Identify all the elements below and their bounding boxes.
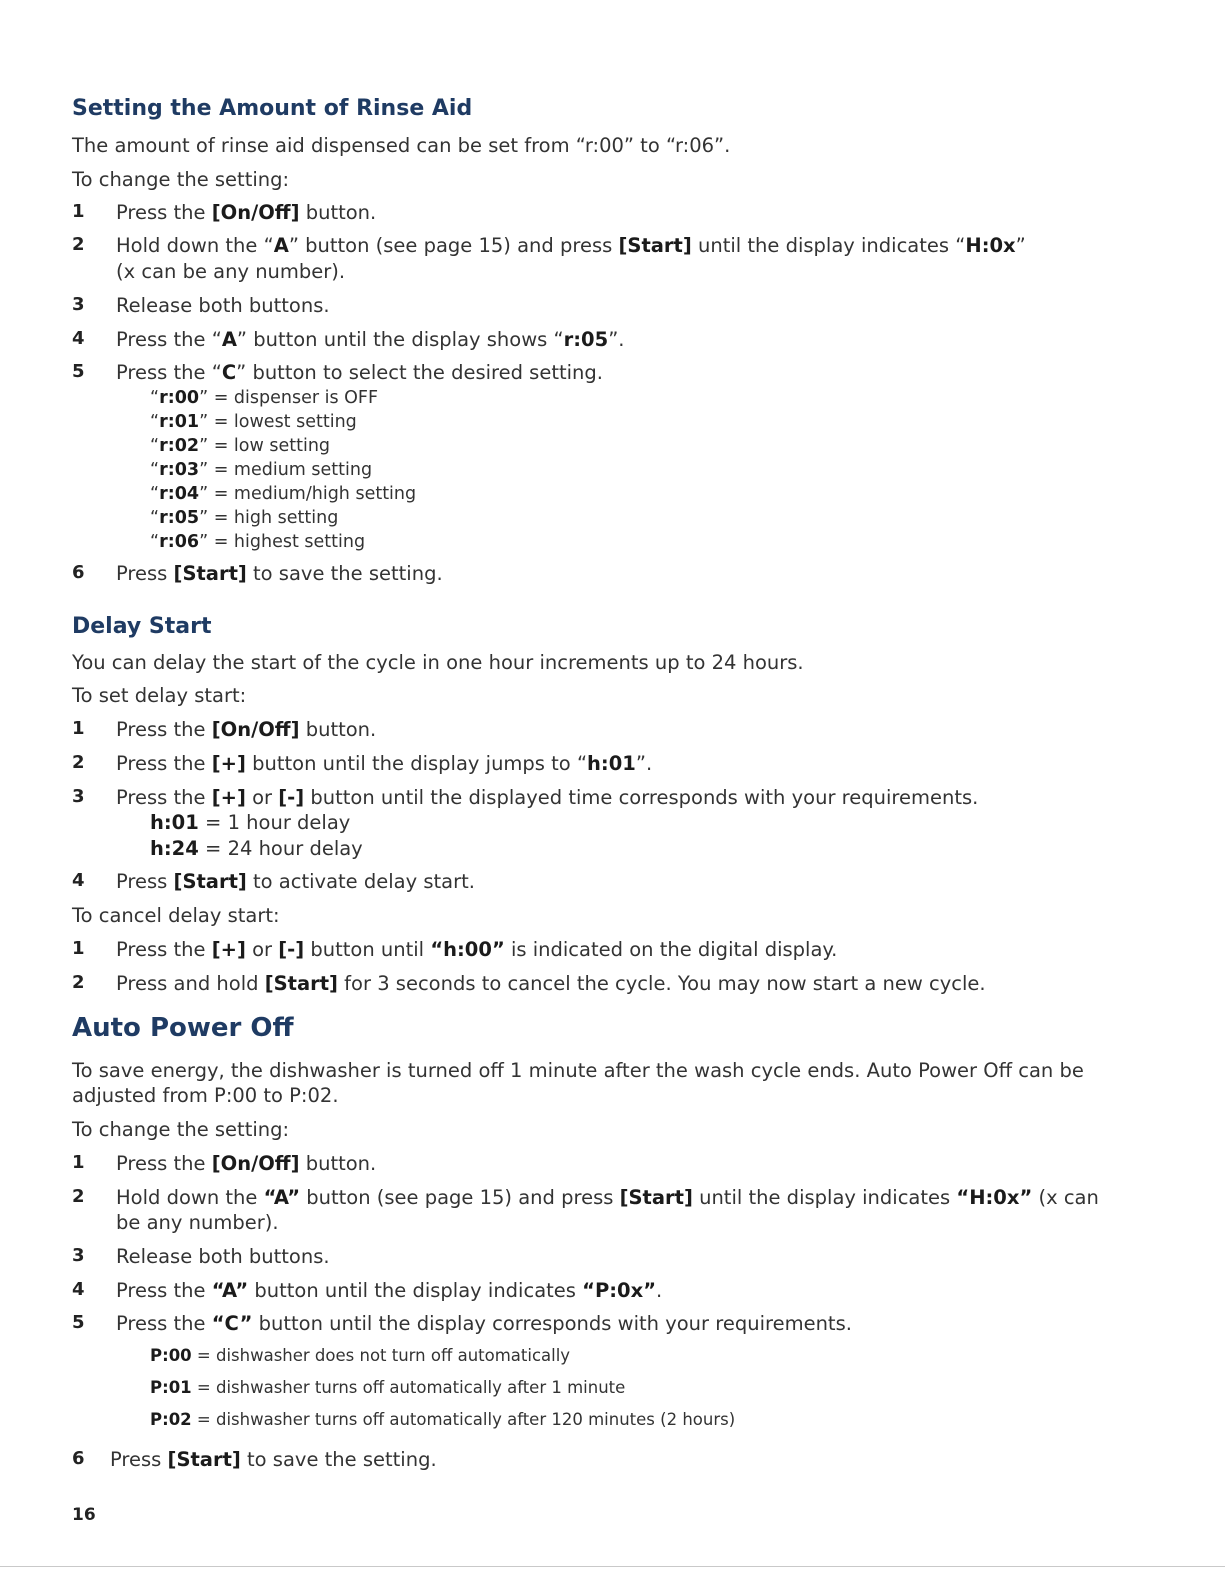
step-continuation: (x can be any number). xyxy=(116,260,346,283)
bottom-divider xyxy=(0,1566,1225,1567)
delay-step-2: 2 Press the [+] button until the display jumps to “h:01”. xyxy=(72,752,653,775)
rinse-step-6: 6 Press [Start] to save the setting. xyxy=(72,562,443,585)
delay-cancel-step-2: 2 Press and hold [Start] for 3 seconds to cancel the cycle. You may now start a new cycle. xyxy=(72,972,986,995)
delay-option: h:01 = 1 hour delay xyxy=(150,811,351,834)
delay-step-1: 1 Press the [On/Off] button. xyxy=(72,718,377,741)
section-title-rinse-aid: Setting the Amount of Rinse Aid xyxy=(72,96,473,121)
rinse-option: “r:02” = low setting xyxy=(150,436,331,456)
delay-intro: You can delay the start of the cycle in one hour increments up to 24 hours. xyxy=(72,651,804,674)
delay-step-3: 3 Press the [+] or [-] button until the displayed time corresponds with your requirements. xyxy=(72,786,979,809)
rinse-step-3: 3 Release both buttons. xyxy=(72,294,330,317)
section-title-delay-start: Delay Start xyxy=(72,614,212,639)
step-number: 1 xyxy=(72,201,85,222)
rinse-option: “r:06” = highest setting xyxy=(150,532,366,552)
rinse-change-label: To change the setting: xyxy=(72,168,290,191)
delay-cancel-step-1: 1 Press the [+] or [-] button until “h:00” is indicated on the digital display. xyxy=(72,938,838,961)
auto-option: P:01 = dishwasher turns off automatically after 1 minute xyxy=(150,1378,626,1397)
auto-step-6: 6 Press [Start] to save the setting. xyxy=(72,1448,437,1471)
step-number: 2 xyxy=(72,234,85,255)
step-continuation: be any number). xyxy=(116,1211,279,1234)
auto-intro-line-2: adjusted from P:00 to P:02. xyxy=(72,1084,339,1107)
delay-set-label: To set delay start: xyxy=(72,684,247,707)
rinse-step-4: 4 Press the “A” button until the display shows “r:05”. xyxy=(72,328,625,351)
auto-step-2: 2 Hold down the “A” button (see page 15) and press [Start] until the display indicates “H:0x” (x can be any number). xyxy=(72,1186,1099,1234)
auto-option: P:02 = dishwasher turns off automatically after 120 minutes (2 hours) xyxy=(150,1410,736,1429)
delay-step-4: 4 Press [Start] to activate delay start. xyxy=(72,870,475,893)
page-number: 16 xyxy=(72,1505,96,1525)
rinse-intro: The amount of rinse aid dispensed can be set from “r:00” to “r:06”. xyxy=(72,134,731,157)
rinse-step-1: 1 Press the [On/Off] button. xyxy=(72,201,377,224)
delay-cancel-label: To cancel delay start: xyxy=(72,904,280,927)
rinse-step-5: 5 Press the “C” button to select the desired setting. xyxy=(72,361,603,384)
auto-step-4: 4 Press the “A” button until the display indicates “P:0x”. xyxy=(72,1279,663,1302)
rinse-option: “r:05” = high setting xyxy=(150,508,339,528)
section-title-auto-power-off: Auto Power Off xyxy=(72,1013,294,1043)
auto-step-1: 1 Press the [On/Off] button. xyxy=(72,1152,377,1175)
auto-step-5: 5 Press the “C” button until the display corresponds with your requirements. xyxy=(72,1312,852,1335)
rinse-option: “r:00” = dispenser is OFF xyxy=(150,388,379,408)
rinse-option: “r:03” = medium setting xyxy=(150,460,373,480)
auto-step-3: 3 Release both buttons. xyxy=(72,1245,330,1268)
auto-option: P:00 = dishwasher does not turn off automatically xyxy=(150,1346,571,1365)
rinse-option: “r:01” = lowest setting xyxy=(150,412,357,432)
rinse-option: “r:04” = medium/high setting xyxy=(150,484,417,504)
auto-change-label: To change the setting: xyxy=(72,1118,290,1141)
auto-intro-line-1: To save energy, the dishwasher is turned off 1 minute after the wash cycle ends. Auto Power Off can be xyxy=(72,1059,1084,1082)
delay-option: h:24 = 24 hour delay xyxy=(150,837,363,860)
rinse-step-2: 2 Hold down the “A” button (see page 15) and press [Start] until the display indicates “H:0x” (x can be any number). xyxy=(72,234,1026,283)
on-off-label: [On/Off] xyxy=(211,201,300,224)
